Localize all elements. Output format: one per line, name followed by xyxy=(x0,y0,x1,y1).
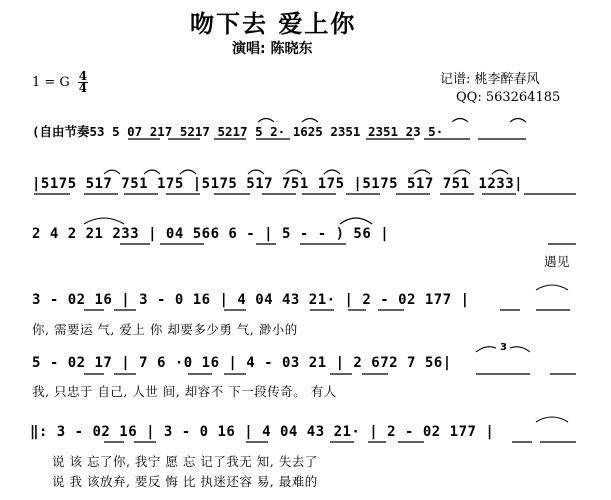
slur-arc xyxy=(454,170,470,174)
triplet-bracket xyxy=(510,347,530,352)
slur-arc xyxy=(180,170,196,174)
transcriber-credit: 记谱: 桃李醉春风 xyxy=(440,72,540,87)
slur-arc xyxy=(414,170,430,174)
score-line-4-marks xyxy=(0,276,611,316)
score-line-3-marks xyxy=(0,210,611,250)
slur-arc xyxy=(536,417,568,422)
slur-arc xyxy=(144,170,160,174)
score-line-2: |5175 517 751 175 |5175 517 751 175 |5175 517 751 1233| xyxy=(32,176,524,192)
slur-arc xyxy=(248,170,264,174)
qq-number: QQ: 563264185 xyxy=(456,90,561,105)
time-signature xyxy=(78,71,88,94)
slur-arc xyxy=(84,218,124,224)
lyric-line-6b: 说 我 该放弃, 要反 悔 比 执迷还容 易, 最难的 xyxy=(52,474,318,489)
slur-arc xyxy=(286,170,302,174)
triplet-mark: 3 xyxy=(500,342,507,353)
key-signature xyxy=(32,71,88,94)
slur-arc xyxy=(258,119,274,123)
score-line-6: ‖: 3 - 02 16 | 3 - 0 16 | 4 04 43 21· | 2 - 02 177 | xyxy=(30,424,495,440)
triplet-bracket xyxy=(476,347,496,352)
lyric-line-5: 我, 只忠于 自己, 人世 间, 却容不 下一段传奇。 有人 xyxy=(32,384,337,399)
score-line-4: 3 - 02 16 | 3 - 0 16 | 4 04 43 21· | 2 - 02 177 | xyxy=(32,292,470,308)
slur-arc xyxy=(510,119,526,123)
slur-arc xyxy=(536,285,568,290)
time-top: 4 xyxy=(78,69,88,83)
lyric-line-3: 遇见 xyxy=(544,254,571,269)
score-line-1-marks xyxy=(0,112,611,142)
time-bottom: 4 xyxy=(78,81,88,95)
score-line-5: 5 - 02 17 | 7 6 ·0 16 | 4 - 03 21 | 2 672 7 56| xyxy=(32,355,452,371)
lyric-line-4: 你, 需要运 气, 爱上 你 却要多少勇 气, 渺小的 xyxy=(32,322,298,337)
slur-arc xyxy=(104,170,120,174)
slur-arc xyxy=(340,218,372,224)
singer-credit: 演唱: 陈晓东 xyxy=(232,41,313,57)
song-title: 吻下去 爱上你 xyxy=(190,10,357,38)
slur-arc xyxy=(452,119,468,123)
lyric-line-6a: 说 该 忘了你, 我宁 愿 忘 记了我无 知, 失去了 xyxy=(52,454,318,469)
slur-arc xyxy=(324,170,340,174)
score-line-1: (自由节奏53 5 07 217 5217 5217 5 2· 1625 2351 2351 23 5· xyxy=(32,124,444,139)
score-line-2-marks xyxy=(0,162,611,202)
score-line-6-marks xyxy=(0,408,611,448)
key-text: 1 = G xyxy=(32,75,70,90)
score-line-3: 2 4 2 21 233 | 04 566 6 - | 5 - - ) 56 | xyxy=(32,226,390,242)
slur-arc xyxy=(302,119,318,123)
slur-arc xyxy=(492,170,508,174)
score-line-5-marks xyxy=(0,338,611,378)
